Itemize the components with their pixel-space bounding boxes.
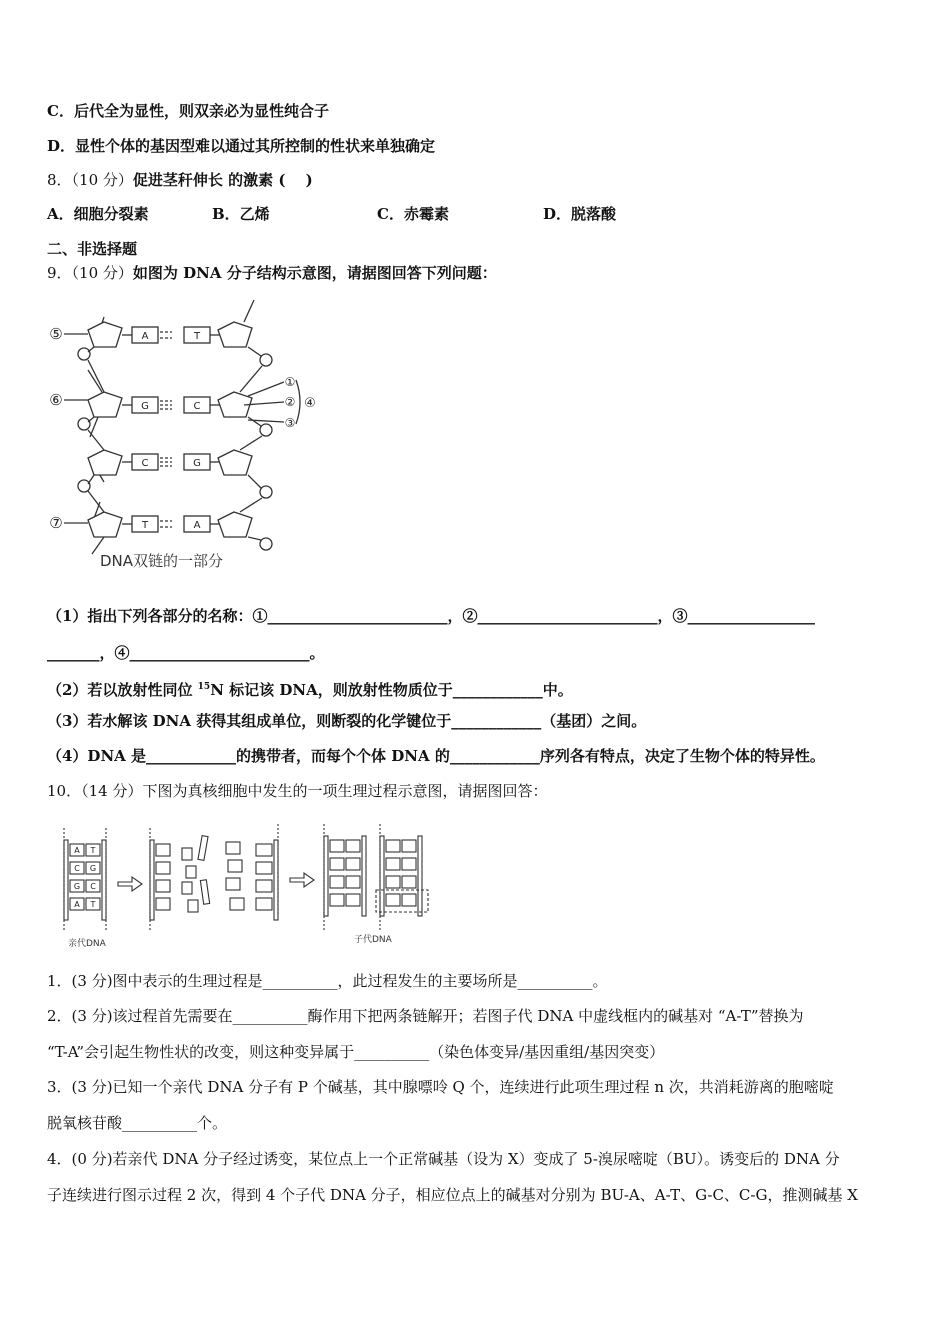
base-label: G (73, 882, 81, 891)
q10-s1: 1．(3 分)图中表示的生理过程是__________，此过程发生的主要场所是__________。 (47, 972, 608, 990)
base-label: C (193, 401, 201, 412)
base-label: T (90, 846, 96, 855)
q10-s3-line1: 3．(3 分)已知一个亲代 DNA 分子有 P 个碱基，其中腺嘌呤 Q 个，连续进行此项生理过程 n 次，共消耗游离的胞嘧啶 (47, 1078, 834, 1096)
q7-option-c: C．后代全为显性，则双亲必为显性纯合子 (47, 102, 329, 120)
q9-sub1-line1: （1）指出下列各部分的名称：①________________________，②________________________，③_________________ (47, 607, 815, 625)
q9-sub1-line2: _______，④________________________。 (47, 644, 325, 662)
q7-option-d: D．显性个体的基因型难以通过其所控制的性状来单独确定 (47, 137, 436, 155)
q10-s3-line2: 脱氧核苷酸__________个。 (47, 1114, 228, 1132)
q10-text: 下图为真核细胞中发生的一项生理过程示意图，请据图回答： (142, 782, 548, 800)
dna-replication-figure (58, 820, 448, 950)
q9-stem (47, 262, 497, 284)
base-label: T (141, 520, 149, 531)
q10-s2-line2: “T-A”会引起生物性状的改变，则这种变异属于__________（染色体变异/基因重组/基因突变） (47, 1043, 665, 1061)
marker-4: ④ (304, 396, 316, 411)
base-label: G (193, 458, 201, 469)
figure-caption: DNA双链的一部分 (100, 552, 224, 570)
marker-2: ② (284, 395, 296, 409)
marker-3: ③ (284, 416, 296, 430)
q9-sub4: （4）DNA 是____________的携带者，而每个个体 DNA 的____________序列各有特点，决定了生物个体的特异性。 (47, 747, 825, 765)
base-label: A (193, 520, 201, 531)
q10-stem (47, 780, 547, 802)
dna-structure-figure (44, 292, 334, 582)
child-dna-label: 子代DNA (354, 935, 392, 945)
q8-option-a: A．细胞分裂素 (47, 205, 149, 223)
q9-text: 如图为 DNA 分子结构示意图，请据图回答下列问题： (132, 264, 497, 282)
base-label: T (90, 900, 96, 909)
q8-number: 8．（10 分） (47, 171, 133, 189)
marker-7: ⑦ (49, 514, 63, 532)
base-label: A (74, 846, 80, 855)
base-label: G (89, 864, 97, 873)
marker-5: ⑤ (49, 325, 63, 343)
q9-sub2-sup: 15 (197, 682, 211, 692)
base-label: C (141, 458, 149, 469)
q10-s4-line2: 子连续进行图示过程 2 次，得到 4 个子代 DNA 分子，相应位点上的碱基对分别为 BU-A、A-T、G-C、C-G，推测碱基 X (47, 1186, 858, 1204)
q8-option-d: D．脱落酸 (543, 205, 617, 223)
q8-option-c: C．赤霉素 (377, 205, 449, 223)
parent-dna-label: 亲代DNA (68, 939, 106, 949)
base-label: C (90, 882, 96, 891)
section-heading: 二、非选择题 (47, 240, 138, 258)
marker-1: ① (284, 375, 296, 389)
q8-text: 促进茎秆伸长 的激素 ( ) (132, 171, 313, 189)
q8-option-b: B．乙烯 (212, 205, 270, 223)
q8-stem (47, 169, 313, 191)
q9-number: 9．（10 分） (47, 264, 133, 282)
q10-s4-line1: 4．(0 分)若亲代 DNA 分子经过诱变，某位点上一个正常碱基（设为 X）变成了 5-溴尿嘧啶（BU）。诱变后的 DNA 分 (47, 1150, 840, 1168)
q9-sub3: （3）若水解该 DNA 获得其组成单位，则断裂的化学键位于____________（基团）之间。 (47, 712, 647, 730)
marker-6: ⑥ (49, 391, 63, 409)
base-label: C (74, 864, 80, 873)
q9-sub2-post: N 标记该 DNA，则放射性物质位于____________中。 (210, 681, 573, 699)
base-label: G (141, 401, 149, 412)
base-label: A (74, 900, 80, 909)
q10-s2-line1: 2．(3 分)该过程首先需要在__________酶作用下把两条链解开；若图子代 DNA 中虚线框内的碱基对 “A-T”替换为 (47, 1007, 804, 1025)
base-label: A (141, 331, 149, 342)
q9-sub2 (47, 676, 573, 701)
q10-number: 10．（14 分） (47, 782, 143, 800)
base-label: T (193, 331, 201, 342)
q9-sub2-pre: （2）若以放射性同位 (47, 681, 198, 699)
